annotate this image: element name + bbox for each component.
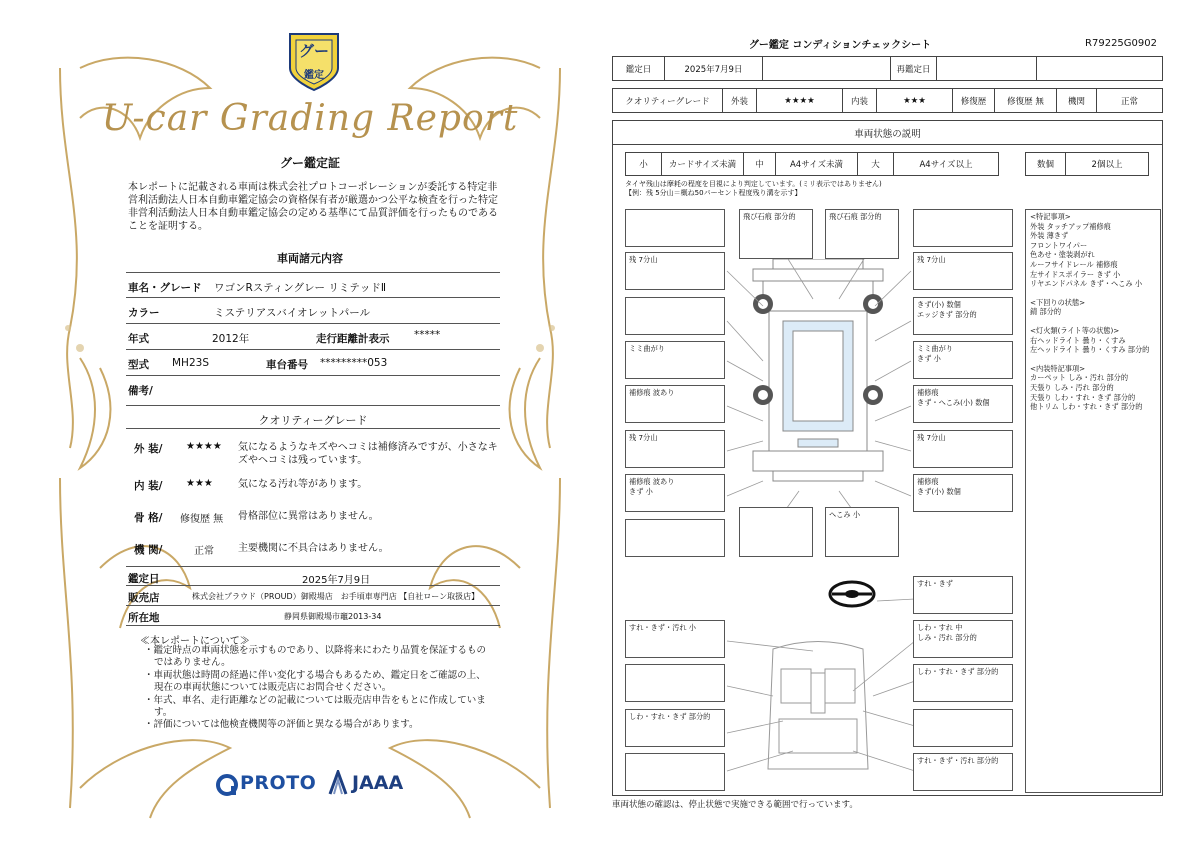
repair-history-label: 修復歴 (953, 89, 995, 112)
divider (126, 428, 500, 429)
grade-value: 修復歴 無 (180, 514, 224, 525)
dealer-value: 株式会社プラウド（PROUD）御殿場店 お手頃車専門店 【自社ローン取扱店】 (192, 592, 480, 601)
grade-row-exterior (126, 441, 500, 471)
remarks-line: 天張り しみ・汚れ 部分的 (1030, 382, 1114, 392)
condition-text: しわ・すれ 中 (917, 623, 963, 632)
condition-box (913, 341, 1013, 379)
spacer (1030, 355, 1156, 364)
remarks-line: カーペット しみ・汚れ 部分的 (1030, 373, 1129, 383)
condition-text: 補修痕 波あり (629, 477, 675, 486)
inspection-date-value: 2025年7月9日 (302, 575, 371, 586)
condition-box (913, 297, 1013, 335)
remarks-line: フロントワイパー (1030, 240, 1088, 250)
address-label: 所在地 (128, 612, 160, 624)
chassis-value: *********053 (320, 357, 388, 369)
grade-label: 内 装/ (134, 480, 163, 492)
tire-note-line: 【例：残 5分山＝概ね50パーセント程度残り溝を示す】 (625, 189, 802, 197)
mileage-label: 走行距離計表示 (316, 333, 390, 345)
condition-box (739, 507, 813, 557)
exterior-stars: ★★★★ (757, 89, 843, 112)
jaaa-logo-text: JAAA (352, 772, 404, 794)
condition-box (913, 209, 1013, 247)
model-value: MH23S (172, 357, 209, 369)
empty-cell (763, 57, 891, 80)
address-row (126, 606, 500, 626)
remarks-line: <内装特記事項> (1030, 363, 1086, 373)
count-label: 数個 (1026, 153, 1066, 175)
vehicle-condition-panel (612, 120, 1163, 796)
condition-box: すれ・きず・汚れ 部分的 (913, 753, 1013, 791)
vehicle-name-label: 車名・グレード (128, 282, 202, 294)
condition-box (913, 385, 1013, 423)
vehicle-name-value: ワゴンRスティングレー リミテッドⅡ (214, 282, 387, 294)
condition-box: 飛び石痕 部分的 (739, 209, 813, 259)
chassis-label: 車台番号 (266, 359, 308, 371)
car-interior-diagram (763, 639, 873, 779)
remarks-line: 右ヘッドライト 曇り・くすみ (1030, 335, 1126, 345)
condition-text: ミミ曲がり (917, 344, 953, 353)
size-medium-desc: A4サイズ未満 (776, 153, 858, 175)
steering-wheel-icon (827, 579, 877, 609)
condition-box: すれ・きず・汚れ 小 (625, 620, 725, 658)
grade-description: 主要機関に不具合はありません。 (238, 543, 389, 554)
grade-row-engine (126, 542, 500, 562)
condition-text: きず(小) 数個 (917, 300, 961, 309)
condition-box (625, 209, 725, 247)
grade-row-interior (126, 478, 500, 498)
remarks-line: <特記事項> (1030, 212, 1071, 221)
grade-value: 正常 (194, 546, 214, 557)
inspection-date-label: 鑑定日 (128, 573, 160, 585)
condition-box: 残 7分山 (913, 252, 1013, 290)
size-small-desc: カードサイズ未満 (662, 153, 744, 175)
remarks-line: 左サイドスポイラー きず 小 (1030, 269, 1121, 279)
remarks-line: <灯火類(ライト等の状態)> (1030, 325, 1120, 335)
inspection-date-row (126, 566, 500, 586)
interior-label: 内装 (843, 89, 877, 112)
inspection-date-value: 2025年7月9日 (665, 57, 763, 80)
remarks-line: リヤエンドパネル きず・へこみ 小 (1030, 279, 1143, 289)
engine-value: 正常 (1120, 96, 1138, 107)
size-large-label: 大 (858, 153, 894, 175)
interior-stars: ★★★ (877, 89, 953, 112)
remarks-line: 左ヘッドライト 曇り・くすみ 部分的 (1030, 345, 1150, 355)
remarks-line: 他トリム しわ・すれ・きず 部分的 (1030, 402, 1143, 412)
panel-title: 車両状態の説明 (613, 121, 1162, 145)
certificate-statement: 本レポートに記載される車両は株式会社プロトコーポレーションが委託する特定非営利活動法人日本自動車鑑定協会の資格保有者が厳選かつ公平な検査を行った特定非営利活動法人日本自動車鑑定協会の定める基準にて品質評価を行ったものであることを証明する。 (128, 182, 498, 232)
condition-box (625, 753, 725, 791)
grade-label: 機 関/ (134, 544, 163, 556)
grade-stars: ★★★ (186, 478, 213, 489)
report-title: U-car Grading Report (101, 98, 519, 139)
condition-box (913, 620, 1013, 658)
condition-text: きず 小 (629, 487, 653, 496)
list-item: ・年式、車名、走行距離などの記載については販売店申告をもとに作成しています。 (144, 694, 486, 719)
condition-text: エッジきず 部分的 (917, 310, 977, 319)
dealer-label: 販売店 (128, 592, 160, 604)
condition-box (625, 474, 725, 512)
condition-box: しわ・すれ・きず 部分的 (625, 709, 725, 747)
condition-box (913, 709, 1013, 747)
grade-description: 骨格部位に異常はありません。 (238, 511, 379, 522)
grade-label: 骨 格/ (134, 512, 163, 524)
condition-text: しみ・汚れ 部分的 (917, 633, 977, 642)
proto-logo-text: PROTO (240, 772, 317, 794)
grade-description: 気になるようなキズやヘコミは補修済みですが、小さなキズやヘコミは残っています。 (238, 442, 498, 466)
list-item: ・鑑定時点の車両状態を示すものであり、以降将来にわたり品質を保証するものではありません。 (144, 645, 487, 669)
remarks-line: 外装 薄きず (1030, 231, 1069, 241)
address-value: 静岡県御殿場市竈2013-34 (284, 612, 382, 621)
shield-icon (286, 28, 342, 94)
condition-text: きず 小 (917, 354, 941, 363)
grading-certificate (40, 28, 580, 828)
engine-label: 機関 (1057, 89, 1097, 112)
remarks-line: ルーフサイドレール 補修痕 (1030, 259, 1118, 269)
grade-table (612, 88, 1163, 113)
tire-note-line: タイヤ残山は摩耗の程度を目視により判定しています。(ミリ表示ではありません) (625, 180, 882, 188)
vehicle-name-row (126, 272, 500, 298)
color-value: ミステリアスバイオレットパール (214, 307, 371, 319)
jaaa-logo-icon (328, 770, 348, 796)
condition-box: 補修痕 波あり (625, 385, 725, 423)
footnote: 車両状態の確認は、停止状態で実施できる範囲で行っています。 (612, 800, 858, 810)
condition-text: きず・へこみ(小) 数個 (917, 398, 990, 407)
condition-text: きず(小) 数個 (917, 487, 961, 496)
certificate-title: グー鑑定証 (279, 156, 340, 170)
count-legend-table (1025, 152, 1149, 176)
quality-grade-title: クオリティーグレード (258, 414, 368, 427)
sheet-title: グー鑑定 コンディションチェックシート (748, 40, 932, 51)
remarks-line: <下回りの状態> (1030, 297, 1086, 307)
reinspection-date-label: 再鑑定日 (891, 57, 937, 80)
spacer (1030, 317, 1156, 326)
condition-box (913, 474, 1013, 512)
condition-box (625, 519, 725, 557)
empty-cell (1037, 57, 1162, 80)
mileage-value: ***** (414, 329, 441, 341)
badge-logo-text: グー (298, 42, 329, 60)
condition-box: 残 7分山 (913, 430, 1013, 468)
condition-check-sheet (610, 34, 1165, 814)
condition-text: 補修痕 (917, 388, 939, 397)
model-label: 型式 (128, 359, 149, 371)
condition-box: 残 7分山 (625, 252, 725, 290)
list-item: ・評価については他検査機関等の評価と異なる場合があります。 (144, 719, 419, 731)
dealer-row (126, 586, 500, 606)
repair-history-value: 修復歴 無 (995, 89, 1057, 112)
condition-box: へこみ 小 (825, 507, 899, 557)
condition-box: ミミ曲がり (625, 341, 725, 379)
condition-box: 残 7分山 (625, 430, 725, 468)
year-label: 年式 (128, 333, 149, 345)
notes-list (144, 645, 494, 732)
size-small-label: 小 (626, 153, 662, 175)
reinspection-date-value (937, 57, 1037, 80)
year-row (126, 324, 500, 350)
remarks-panel (1025, 209, 1161, 793)
quality-grade-label: クオリティーグレード (613, 89, 723, 112)
remarks-line: 色あせ・塗装剥がれ (1030, 250, 1095, 260)
condition-box: 飛び石痕 部分的 (825, 209, 899, 259)
grade-stars: ★★★★ (186, 441, 222, 452)
color-row (126, 298, 500, 324)
proto-logo-icon (216, 774, 238, 796)
condition-box (625, 664, 725, 702)
list-item: ・車両状態は時間の経過に伴い変化する場合もあるため、鑑定日をご確認の上、現在の車両状態については販売店にお問合せください。 (144, 669, 486, 694)
remarks-row (126, 376, 500, 406)
year-value: 2012年 (212, 333, 250, 345)
sheet-code: R79225G0902 (1085, 38, 1157, 49)
count-desc: 2個以上 (1091, 160, 1123, 170)
condition-box: しわ・すれ・きず 部分的 (913, 664, 1013, 702)
remarks-line: 外装 タッチアップ補修痕 (1030, 221, 1111, 231)
size-medium-label: 中 (744, 153, 776, 175)
color-label: カラー (128, 307, 160, 319)
condition-box (625, 297, 725, 335)
date-table (612, 56, 1163, 81)
size-large-desc: A4サイズ以上 (919, 160, 973, 170)
goo-badge (286, 28, 342, 94)
grade-label: 外 装/ (134, 443, 163, 455)
spacer (1030, 289, 1156, 298)
grade-row-frame (126, 510, 500, 530)
condition-box: すれ・きず (913, 576, 1013, 614)
remarks-line: 錆 部分的 (1030, 307, 1062, 317)
condition-text: 補修痕 (917, 477, 939, 486)
exterior-label: 外装 (723, 89, 757, 112)
remarks-line: 天張り しわ・すれ・きず 部分的 (1030, 392, 1136, 402)
spec-section-title: 車両諸元内容 (277, 252, 343, 265)
remarks-label: 備考/ (128, 385, 153, 397)
grade-description: 気になる汚れ等があります。 (238, 479, 368, 490)
model-row (126, 350, 500, 376)
notes-title: ≪本レポートについて≫ (140, 636, 250, 647)
inspection-date-label: 鑑定日 (613, 57, 665, 80)
badge-sub-text: 鑑定 (304, 70, 324, 81)
